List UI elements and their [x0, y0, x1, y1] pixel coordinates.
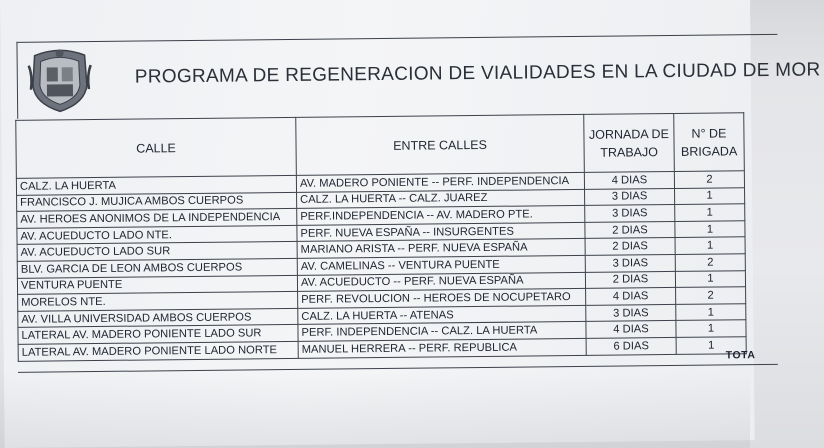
cell-brigadas: 2 — [676, 287, 746, 304]
cell-brigadas: 1 — [675, 270, 745, 287]
roads-table — [15, 112, 746, 361]
header-brigadas-line2: BRIGADA — [680, 143, 738, 159]
header-calle: CALLE — [16, 117, 297, 178]
cell-entre: PERF. INDEPENDENCIA -- CALZ. LA HUERTA — [298, 322, 586, 342]
cell-brigadas: 2 — [675, 254, 745, 271]
city-coat-of-arms-icon — [26, 45, 93, 114]
cell-entre: MARIANO ARISTA -- PERF. NUEVA ESPAÑA — [297, 239, 585, 259]
cell-brigadas: 1 — [675, 204, 745, 221]
cell-calle: AV. VILLA UNIVERSIDAD AMBOS CUERPOS — [18, 308, 298, 328]
cell-entre: MANUEL HERRERA -- PERF. REPUBLICA — [298, 338, 586, 358]
cell-calle: AV. ACUEDUCTO LADO NTE. — [17, 225, 297, 245]
cell-brigadas: 1 — [675, 220, 745, 237]
page-title: PROGRAMA DE REGENERACION DE VIALIDADES EN LA CIUDAD DE MOR — [134, 59, 821, 88]
page-shadow — [0, 372, 750, 448]
table-header-row — [16, 113, 745, 179]
header-jornada — [584, 113, 675, 172]
cell-calle: VENTURA PUENTE — [17, 275, 297, 295]
cell-brigadas: 1 — [675, 187, 745, 204]
header-brigadas — [674, 113, 745, 172]
cell-entre: CALZ. LA HUERTA -- CALZ. JUAREZ — [297, 189, 585, 209]
cell-brigadas: 1 — [676, 303, 746, 320]
cell-entre: AV. ACUEDUCTO -- PERF. NUEVA ESPAÑA — [297, 272, 585, 292]
cell-jornada: 4 DIAS — [584, 171, 674, 189]
cell-calle: AV. HEROES ANONIMOS DE LA INDEPENDENCIA — [17, 209, 297, 229]
total-label: TOTA — [725, 349, 756, 362]
cell-jornada: 3 DIAS — [586, 304, 676, 322]
cell-jornada: 6 DIAS — [586, 337, 676, 355]
cell-entre: AV. MADERO PONIENTE -- PERF. INDEPENDENCIA — [296, 172, 584, 192]
cell-calle: CALZ. LA HUERTA — [16, 175, 296, 195]
cell-calle: LATERAL AV. MADERO PONIENTE LADO NORTE — [18, 341, 298, 361]
cell-calle: MORELOS NTE. — [18, 292, 298, 312]
cell-brigadas: 1 — [676, 337, 746, 354]
header-brigadas-line1: N° DE — [691, 125, 727, 141]
cell-entre: PERF. NUEVA ESPAÑA -- INSURGENTES — [297, 222, 585, 242]
cell-brigadas: 2 — [674, 171, 744, 188]
cell-entre: PERF.INDEPENDENCIA -- AV. MADERO PTE. — [297, 206, 585, 226]
cell-calle: BLV. GARCIA DE LEON AMBOS CUERPOS — [17, 258, 297, 278]
cell-entre: PERF. REVOLUCION -- HEROES DE NOCUPETARO — [298, 289, 586, 309]
cell-calle: LATERAL AV. MADERO PONIENTE LADO SUR — [18, 325, 298, 345]
cell-jornada: 2 DIAS — [585, 238, 675, 256]
cell-jornada: 2 DIAS — [585, 271, 675, 289]
cell-calle: AV. ACUEDUCTO LADO SUR — [17, 242, 297, 262]
cell-jornada: 2 DIAS — [585, 221, 675, 239]
cell-entre: AV. CAMELINAS -- VENTURA PUENTE — [297, 255, 585, 275]
cell-jornada: 3 DIAS — [585, 188, 675, 206]
cell-jornada: 3 DIAS — [585, 254, 675, 272]
header-jornada-line2: TRABAJO — [600, 144, 659, 160]
cell-brigadas: 1 — [675, 237, 745, 254]
cell-jornada: 4 DIAS — [586, 321, 676, 339]
cell-jornada: 4 DIAS — [586, 288, 676, 306]
cell-jornada: 3 DIAS — [585, 205, 675, 223]
cell-calle: FRANCISCO J. MUJICA AMBOS CUERPOS — [17, 192, 297, 212]
header-entre-calles: ENTRE CALLES — [296, 114, 585, 175]
cell-brigadas: 1 — [676, 320, 746, 337]
header-jornada-line1: JORNADA DE — [588, 126, 669, 142]
cell-entre: CALZ. LA HUERTA -- ATENAS — [298, 305, 586, 325]
